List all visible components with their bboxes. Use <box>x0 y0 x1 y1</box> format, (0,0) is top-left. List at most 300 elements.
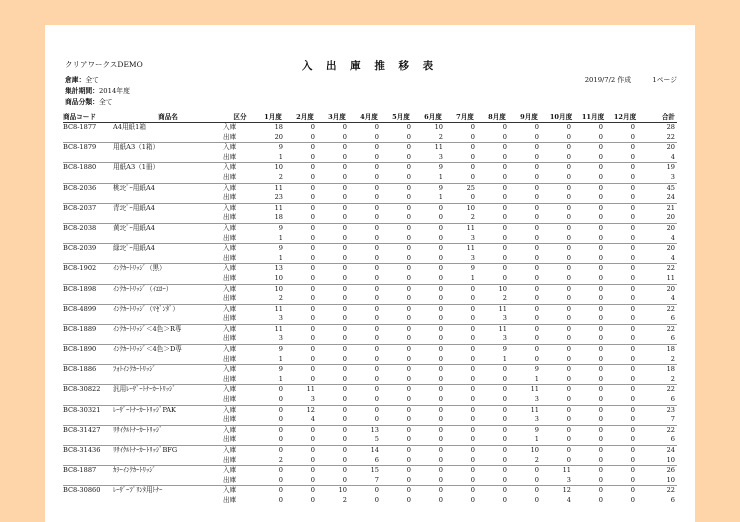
month-value-cell: 0 <box>577 163 609 173</box>
month-value-cell: 0 <box>374 193 379 202</box>
product-code-cell <box>63 395 113 405</box>
month-value-cell: 0 <box>609 284 641 294</box>
month-value-cell: 0 <box>630 334 635 343</box>
month-value-cell: 0 <box>598 233 603 242</box>
month-value-cell: 10 <box>449 203 481 213</box>
month-value-cell: 0 <box>321 466 353 476</box>
table-row <box>63 254 677 264</box>
company-name: クリアワークスDEMO <box>65 60 143 69</box>
month-value-cell: 0 <box>289 284 321 294</box>
report-title: 入 出 庫 推 移 表 <box>301 60 439 72</box>
total-cell: 4 <box>670 152 675 161</box>
division-cell: 出庫 <box>223 213 237 222</box>
month-value-cell: 0 <box>353 143 385 153</box>
month-value-cell: 0 <box>385 284 417 294</box>
month-value-cell: 11 <box>481 324 513 334</box>
product-code-cell <box>63 435 113 445</box>
product-code-cell <box>63 133 113 143</box>
month-value-cell: 0 <box>438 374 443 383</box>
month-value-cell: 0 <box>513 264 545 274</box>
table-row <box>63 334 677 344</box>
month-value-cell: 0 <box>353 223 385 233</box>
month-value-cell: 0 <box>417 264 449 274</box>
total-cell: 4 <box>670 233 675 242</box>
month-value-cell: 0 <box>513 143 545 153</box>
month-value-cell: 0 <box>289 183 321 193</box>
month-value-cell: 2 <box>278 294 283 303</box>
month-value-cell: 0 <box>449 345 481 355</box>
filter-value: 全て <box>98 98 113 106</box>
month-value-cell: 0 <box>385 385 417 395</box>
total-cell: 20 <box>641 244 677 254</box>
division-cell: 入庫 <box>223 264 257 274</box>
table-row <box>63 405 677 415</box>
month-value-cell: 1 <box>278 374 283 383</box>
month-value-cell: 18 <box>274 213 283 222</box>
month-value-cell: 0 <box>449 425 481 435</box>
month-value-cell: 0 <box>577 486 609 496</box>
month-value-cell: 0 <box>545 425 577 435</box>
division-cell: 入庫 <box>223 405 257 415</box>
month-value-cell: 0 <box>449 486 481 496</box>
month-value-cell: 0 <box>630 314 635 323</box>
column-header: 10月度 <box>545 113 577 123</box>
month-value-cell: 0 <box>385 324 417 334</box>
month-value-cell: 0 <box>385 365 417 375</box>
division-cell: 出庫 <box>223 475 237 484</box>
product-code-cell: BC8-4899 <box>63 304 113 314</box>
total-cell: 24 <box>641 446 677 456</box>
total-cell: 6 <box>670 314 675 323</box>
month-value-cell: 0 <box>513 223 545 233</box>
month-value-cell: 9 <box>417 163 449 173</box>
month-value-cell: 0 <box>598 374 603 383</box>
month-value-cell: 0 <box>545 123 577 133</box>
table-row <box>63 153 677 163</box>
month-value-cell: 0 <box>342 172 347 181</box>
product-name-cell: 用紙A3（1箱） <box>113 143 223 153</box>
month-value-cell: 0 <box>449 284 481 294</box>
month-value-cell: 3 <box>534 395 539 404</box>
month-value-cell: 0 <box>598 495 603 504</box>
product-name-cell: ｲﾝｸｶｰﾄﾘｯｼﾞ＜4色＞R専 <box>113 324 223 334</box>
division-cell: 出庫 <box>223 132 237 141</box>
month-value-cell: 0 <box>374 132 379 141</box>
product-name-cell <box>113 435 223 445</box>
month-value-cell: 0 <box>406 294 411 303</box>
month-value-cell: 0 <box>374 253 379 262</box>
product-code-cell: BC8-1879 <box>63 143 113 153</box>
product-name-cell: ｲﾝｸｶｰﾄﾘｯｼﾞ（黒） <box>113 264 223 274</box>
month-value-cell: 0 <box>630 253 635 262</box>
month-value-cell: 18 <box>257 123 289 133</box>
month-value-cell: 0 <box>545 284 577 294</box>
month-value-cell: 0 <box>545 405 577 415</box>
month-value-cell: 0 <box>342 435 347 444</box>
division-cell: 入庫 <box>223 425 257 435</box>
month-value-cell: 1 <box>438 172 443 181</box>
month-value-cell: 0 <box>321 365 353 375</box>
table-row <box>63 143 677 153</box>
product-name-cell <box>113 334 223 344</box>
month-value-cell: 0 <box>545 446 577 456</box>
table-row <box>63 133 677 143</box>
month-value-cell: 0 <box>481 264 513 274</box>
month-value-cell: 0 <box>406 152 411 161</box>
total-cell: 6 <box>670 334 675 343</box>
month-value-cell: 0 <box>289 446 321 456</box>
month-value-cell: 0 <box>385 264 417 274</box>
month-value-cell: 0 <box>406 374 411 383</box>
month-value-cell: 0 <box>630 193 635 202</box>
month-value-cell: 0 <box>417 203 449 213</box>
total-cell: 19 <box>641 163 677 173</box>
month-value-cell: 11 <box>513 405 545 415</box>
month-value-cell: 0 <box>481 365 513 375</box>
month-value-cell: 10 <box>417 123 449 133</box>
month-value-cell: 0 <box>609 264 641 274</box>
month-value-cell: 0 <box>385 405 417 415</box>
month-value-cell: 11 <box>449 244 481 254</box>
month-value-cell: 0 <box>289 123 321 133</box>
table-row <box>63 203 677 213</box>
month-value-cell: 0 <box>502 435 507 444</box>
month-value-cell: 0 <box>449 446 481 456</box>
month-value-cell: 0 <box>310 294 315 303</box>
table-row <box>63 193 677 203</box>
month-value-cell: 0 <box>417 425 449 435</box>
month-value-cell: 0 <box>321 223 353 233</box>
table-header <box>63 113 677 123</box>
division-cell: 出庫 <box>223 354 237 363</box>
filter-label: 倉庫： <box>65 76 86 84</box>
month-value-cell: 0 <box>406 475 411 484</box>
product-name-cell: 桃ｺﾋﾟｰ用紙A4 <box>113 183 223 193</box>
month-value-cell: 0 <box>577 284 609 294</box>
month-value-cell: 0 <box>577 123 609 133</box>
product-code-cell: BC8-1877 <box>63 123 113 133</box>
month-value-cell: 0 <box>534 314 539 323</box>
total-cell: 20 <box>641 143 677 153</box>
product-code-cell <box>63 355 113 365</box>
month-value-cell: 0 <box>545 143 577 153</box>
month-value-cell: 0 <box>566 132 571 141</box>
month-value-cell: 0 <box>406 233 411 242</box>
month-value-cell: 0 <box>577 183 609 193</box>
month-value-cell: 0 <box>609 324 641 334</box>
month-value-cell: 0 <box>577 304 609 314</box>
division-cell: 出庫 <box>223 273 237 282</box>
month-value-cell: 0 <box>449 324 481 334</box>
month-value-cell: 0 <box>481 486 513 496</box>
month-value-cell: 9 <box>257 143 289 153</box>
month-value-cell: 10 <box>257 163 289 173</box>
month-value-cell: 0 <box>609 385 641 395</box>
month-value-cell: 0 <box>289 304 321 314</box>
month-value-cell: 3 <box>278 334 283 343</box>
month-value-cell: 11 <box>257 183 289 193</box>
product-name-cell <box>113 254 223 264</box>
month-value-cell: 0 <box>353 385 385 395</box>
column-header: 商品コード <box>63 113 113 123</box>
month-value-cell: 0 <box>342 294 347 303</box>
month-value-cell: 0 <box>470 152 475 161</box>
total-cell: 22 <box>641 304 677 314</box>
table-row <box>63 284 677 294</box>
month-value-cell: 0 <box>406 354 411 363</box>
month-value-cell: 0 <box>534 334 539 343</box>
month-value-cell: 0 <box>609 486 641 496</box>
month-value-cell: 0 <box>353 203 385 213</box>
product-name-cell <box>113 476 223 486</box>
month-value-cell: 0 <box>353 345 385 355</box>
month-value-cell: 0 <box>417 365 449 375</box>
month-value-cell: 0 <box>438 395 443 404</box>
month-value-cell: 0 <box>342 455 347 464</box>
table-row <box>63 183 677 193</box>
division-cell: 入庫 <box>223 123 257 133</box>
table-row <box>63 223 677 233</box>
month-value-cell: 0 <box>385 203 417 213</box>
month-value-cell: 0 <box>609 203 641 213</box>
month-value-cell: 2 <box>502 294 507 303</box>
month-value-cell: 0 <box>289 486 321 496</box>
month-value-cell: 0 <box>534 213 539 222</box>
month-value-cell: 0 <box>609 425 641 435</box>
division-cell: 出庫 <box>223 374 237 383</box>
month-value-cell: 0 <box>438 314 443 323</box>
month-value-cell: 0 <box>609 163 641 173</box>
table-row <box>63 173 677 183</box>
month-value-cell: 0 <box>289 163 321 173</box>
division-cell: 出庫 <box>223 495 237 504</box>
total-cell: 22 <box>641 264 677 274</box>
month-value-cell: 0 <box>470 193 475 202</box>
month-value-cell: 0 <box>385 223 417 233</box>
month-value-cell: 0 <box>321 324 353 334</box>
product-name-cell: ｲﾝｸｶｰﾄﾘｯｼﾞ（ｲｴﾛｰ） <box>113 284 223 294</box>
month-value-cell: 0 <box>481 446 513 456</box>
month-value-cell: 0 <box>342 314 347 323</box>
month-value-cell: 0 <box>609 183 641 193</box>
table-row <box>63 345 677 355</box>
month-value-cell: 0 <box>502 455 507 464</box>
month-value-cell: 20 <box>274 132 283 141</box>
month-value-cell: 9 <box>513 425 545 435</box>
month-value-cell: 0 <box>321 385 353 395</box>
month-value-cell: 2 <box>438 132 443 141</box>
month-value-cell: 0 <box>374 374 379 383</box>
product-name-cell: 緑ｺﾋﾟｰ用紙A4 <box>113 244 223 254</box>
month-value-cell: 0 <box>609 345 641 355</box>
month-value-cell: 0 <box>342 193 347 202</box>
month-value-cell: 0 <box>470 395 475 404</box>
month-value-cell: 0 <box>289 324 321 334</box>
month-value-cell: 0 <box>406 495 411 504</box>
month-value-cell: 0 <box>630 374 635 383</box>
month-value-cell: 0 <box>449 405 481 415</box>
table-row <box>63 294 677 304</box>
month-value-cell: 0 <box>289 223 321 233</box>
division-cell: 出庫 <box>223 193 237 202</box>
month-value-cell: 0 <box>534 132 539 141</box>
month-value-cell: 0 <box>406 415 411 424</box>
month-value-cell: 0 <box>353 486 385 496</box>
month-value-cell: 0 <box>310 152 315 161</box>
division-cell: 入庫 <box>223 324 257 334</box>
table-body <box>63 123 677 506</box>
month-value-cell: 0 <box>310 233 315 242</box>
division-cell: 出庫 <box>223 253 237 262</box>
month-value-cell: 0 <box>278 435 283 444</box>
month-value-cell: 0 <box>257 425 289 435</box>
product-code-cell <box>63 153 113 163</box>
month-value-cell: 0 <box>630 294 635 303</box>
product-code-cell: BC8-2039 <box>63 244 113 254</box>
total-cell: 22 <box>666 132 675 141</box>
month-value-cell: 0 <box>385 163 417 173</box>
month-value-cell: 0 <box>577 446 609 456</box>
column-header: 3月度 <box>321 113 353 123</box>
month-value-cell: 0 <box>502 193 507 202</box>
month-value-cell: 0 <box>577 425 609 435</box>
month-value-cell: 0 <box>566 374 571 383</box>
month-value-cell: 2 <box>278 172 283 181</box>
month-value-cell: 0 <box>598 193 603 202</box>
month-value-cell: 0 <box>545 183 577 193</box>
month-value-cell: 0 <box>481 203 513 213</box>
product-name-cell: ﾘｻｲｸﾙﾄﾅｰｶｰﾄﾘｯｼﾞBFG <box>113 446 223 456</box>
total-cell: 22 <box>641 385 677 395</box>
month-value-cell: 0 <box>449 365 481 375</box>
month-value-cell: 0 <box>406 334 411 343</box>
product-name-cell: 汎用ﾚｰｻﾞｰﾄﾅｰｶｰﾄﾘｯｼﾞ <box>113 385 223 395</box>
month-value-cell: 0 <box>374 334 379 343</box>
month-value-cell: 0 <box>502 374 507 383</box>
product-code-cell: BC8-1880 <box>63 163 113 173</box>
month-value-cell: 0 <box>353 304 385 314</box>
filter-label: 商品分類： <box>65 98 99 106</box>
month-value-cell: 0 <box>257 446 289 456</box>
product-name-cell <box>113 213 223 223</box>
month-value-cell: 11 <box>449 223 481 233</box>
month-value-cell: 0 <box>417 466 449 476</box>
month-value-cell: 0 <box>417 324 449 334</box>
month-value-cell: 0 <box>630 395 635 404</box>
month-value-cell: 0 <box>257 405 289 415</box>
product-name-cell: ｲﾝｸｶｰﾄﾘｯｼﾞ（ﾏｾﾞﾝﾀﾞ） <box>113 304 223 314</box>
month-value-cell: 0 <box>513 183 545 193</box>
total-cell: 10 <box>666 475 675 484</box>
product-code-cell: BC8-31436 <box>63 446 113 456</box>
division-cell: 入庫 <box>223 163 257 173</box>
table-row <box>63 466 677 476</box>
month-value-cell: 0 <box>513 123 545 133</box>
product-name-cell <box>113 395 223 405</box>
total-cell: 6 <box>670 495 675 504</box>
month-value-cell: 15 <box>353 466 385 476</box>
product-name-cell <box>113 133 223 143</box>
month-value-cell: 0 <box>289 143 321 153</box>
month-value-cell: 0 <box>609 223 641 233</box>
table-row <box>63 415 677 425</box>
month-value-cell: 0 <box>289 466 321 476</box>
total-cell: 6 <box>670 395 675 404</box>
month-value-cell: 11 <box>289 385 321 395</box>
month-value-cell: 0 <box>598 314 603 323</box>
month-value-cell: 0 <box>470 415 475 424</box>
month-value-cell: 11 <box>417 143 449 153</box>
month-value-cell: 10 <box>481 284 513 294</box>
product-name-cell <box>113 415 223 425</box>
month-value-cell: 0 <box>449 143 481 153</box>
month-value-cell: 0 <box>374 415 379 424</box>
month-value-cell: 1 <box>534 435 539 444</box>
month-value-cell: 0 <box>534 253 539 262</box>
month-value-cell: 0 <box>278 415 283 424</box>
month-value-cell: 0 <box>598 455 603 464</box>
month-value-cell: 0 <box>310 314 315 323</box>
month-value-cell: 10 <box>274 273 283 282</box>
month-value-cell: 0 <box>385 123 417 133</box>
product-code-cell: BC8-30822 <box>63 385 113 395</box>
total-cell: 4 <box>670 294 675 303</box>
filter-warehouse <box>65 74 99 84</box>
division-cell: 出庫 <box>223 395 237 404</box>
total-cell: 2 <box>670 354 675 363</box>
month-value-cell: 0 <box>417 486 449 496</box>
month-value-cell: 0 <box>566 334 571 343</box>
month-value-cell: 0 <box>481 123 513 133</box>
month-value-cell: 0 <box>417 345 449 355</box>
month-value-cell: 0 <box>353 405 385 415</box>
month-value-cell: 0 <box>289 365 321 375</box>
month-value-cell: 0 <box>502 213 507 222</box>
month-value-cell: 0 <box>406 253 411 262</box>
month-value-cell: 0 <box>513 324 545 334</box>
month-value-cell: 0 <box>321 143 353 153</box>
month-value-cell: 0 <box>342 253 347 262</box>
month-value-cell: 0 <box>534 193 539 202</box>
product-code-cell <box>63 476 113 486</box>
month-value-cell: 0 <box>566 435 571 444</box>
month-value-cell: 7 <box>374 475 379 484</box>
month-value-cell: 0 <box>566 455 571 464</box>
month-value-cell: 0 <box>374 152 379 161</box>
month-value-cell: 0 <box>321 244 353 254</box>
month-value-cell: 1 <box>278 233 283 242</box>
month-value-cell: 9 <box>257 244 289 254</box>
month-value-cell: 2 <box>534 455 539 464</box>
division-cell: 出庫 <box>223 334 237 343</box>
month-value-cell: 1 <box>534 374 539 383</box>
month-value-cell: 1 <box>438 193 443 202</box>
table-row <box>63 435 677 445</box>
month-value-cell: 0 <box>630 172 635 181</box>
month-value-cell: 0 <box>470 172 475 181</box>
month-value-cell: 3 <box>470 233 475 242</box>
column-header: 9月度 <box>513 113 545 123</box>
month-value-cell: 0 <box>481 466 513 476</box>
month-value-cell: 0 <box>342 334 347 343</box>
month-value-cell: 3 <box>534 415 539 424</box>
product-name-cell: ｲﾝｸｶｰﾄﾘｯｼﾞ＜4色＞D専 <box>113 345 223 355</box>
total-cell: 2 <box>670 374 675 383</box>
month-value-cell: 0 <box>321 284 353 294</box>
month-value-cell: 0 <box>321 203 353 213</box>
month-value-cell: 0 <box>321 183 353 193</box>
month-value-cell: 0 <box>374 213 379 222</box>
